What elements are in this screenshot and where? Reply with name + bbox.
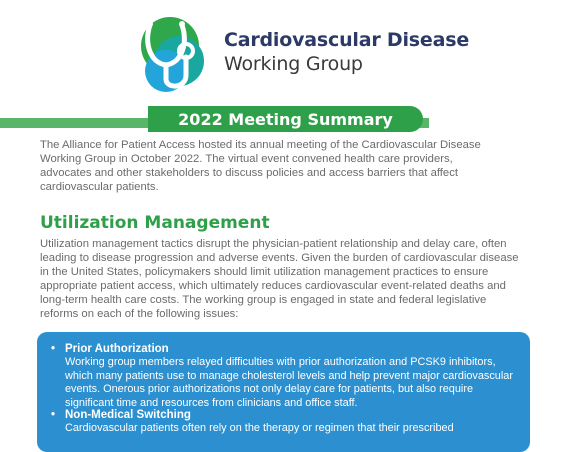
issue-title: Non-Medical Switching (65, 409, 191, 421)
issue-title: Prior Authorization (65, 343, 169, 355)
issues-box (37, 332, 530, 452)
issue-text: Working group members relayed difficulties with prior authorization and PCSK9 inhibitors, which many patients use to manage cholesterol levels and help prevent major cardiovascular events. Onerous prior authorizations not only delay care for patients, but also require significant time and resources from clinicians and office staff. (65, 356, 513, 409)
logo (124, 13, 220, 97)
list-item (51, 342, 517, 410)
section-body-paragraph: Utilization management tactics disrupt the physician-patient relationship and delay care, often leading to disease progression and adverse events. Given the burden of cardiovascular disease in the United States, policymakers should limit utilization management practices to ensure appropriate patient access, which ultimately reduces cardiovascular event-related deaths and long-term health care costs. The working group is engaged in state and federal legislative reforms on each of the following issues: (40, 238, 519, 320)
stethoscope-heart-icon (124, 13, 220, 97)
org-title: Cardiovascular Disease (224, 29, 470, 51)
intro-paragraph: The Alliance for Patient Access hosted its annual meeting of the Cardiovascular Disease Working Group in October 2022. The virtual event convened health care providers, advocates and other stakeholders to discuss policies and access barriers that affect cardiovascular patients. (40, 139, 481, 193)
issue-title-row (51, 408, 517, 422)
section-heading: Utilization Management (40, 213, 270, 233)
bullet-icon: • (51, 409, 56, 421)
org-subtitle: Working Group (224, 53, 363, 75)
meeting-summary-banner: 2022 Meeting Summary (148, 106, 423, 132)
list-item (51, 408, 517, 436)
issue-text: Cardiovascular patients often rely on the therapy or regimen that their prescribed (65, 422, 454, 434)
bullet-icon: • (51, 343, 56, 355)
issue-title-row (51, 342, 517, 356)
